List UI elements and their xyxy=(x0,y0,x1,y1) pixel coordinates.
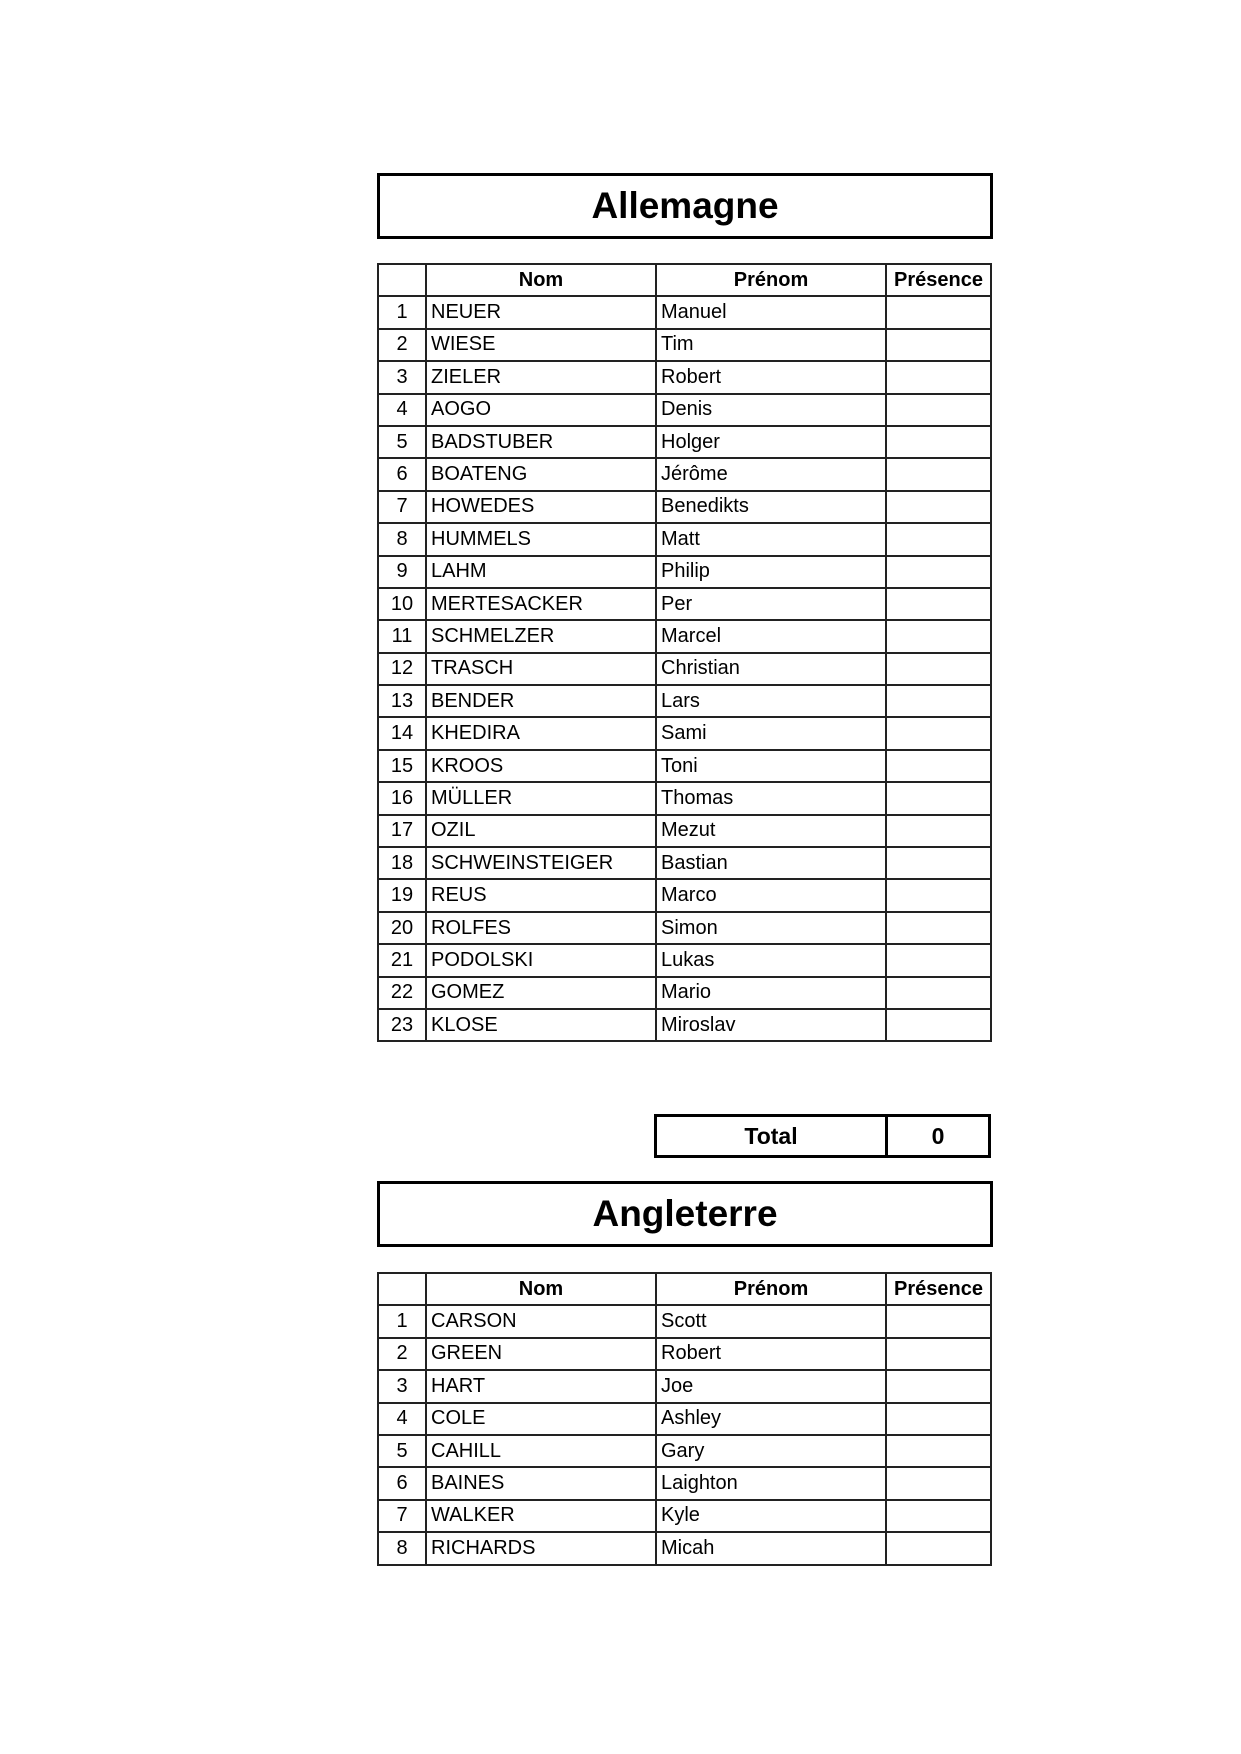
presence-cell[interactable] xyxy=(886,394,991,426)
player-row xyxy=(378,296,991,328)
player-number: 11 xyxy=(378,620,426,652)
player-prenom: Robert xyxy=(656,1338,886,1370)
player-nom: LAHM xyxy=(426,556,656,588)
player-prenom: Lars xyxy=(656,685,886,717)
player-prenom: Scott xyxy=(656,1305,886,1337)
presence-cell[interactable] xyxy=(886,1009,991,1041)
player-number: 6 xyxy=(378,458,426,490)
player-number: 9 xyxy=(378,556,426,588)
player-row xyxy=(378,912,991,944)
presence-cell[interactable] xyxy=(886,977,991,1009)
presence-cell[interactable] xyxy=(886,1370,991,1402)
player-nom: BENDER xyxy=(426,685,656,717)
player-row xyxy=(378,879,991,911)
header-presence: Présence xyxy=(886,1273,991,1305)
player-row xyxy=(378,426,991,458)
player-number: 14 xyxy=(378,717,426,749)
player-number: 13 xyxy=(378,685,426,717)
presence-cell[interactable] xyxy=(886,1532,991,1564)
header-row xyxy=(378,1273,991,1305)
player-number: 22 xyxy=(378,977,426,1009)
player-row xyxy=(378,620,991,652)
player-nom: GREEN xyxy=(426,1338,656,1370)
player-nom: TRASCH xyxy=(426,653,656,685)
presence-cell[interactable] xyxy=(886,1467,991,1499)
presence-cell[interactable] xyxy=(886,296,991,328)
player-prenom: Jérôme xyxy=(656,458,886,490)
presence-cell[interactable] xyxy=(886,1435,991,1467)
player-prenom: Micah xyxy=(656,1532,886,1564)
presence-cell[interactable] xyxy=(886,1338,991,1370)
player-number: 2 xyxy=(378,329,426,361)
presence-cell[interactable] xyxy=(886,556,991,588)
header-prenom: Prénom xyxy=(656,264,886,296)
player-number: 19 xyxy=(378,879,426,911)
player-prenom: Matt xyxy=(656,523,886,555)
player-prenom: Miroslav xyxy=(656,1009,886,1041)
team-title-allemagne: Allemagne xyxy=(377,173,993,239)
header-row xyxy=(378,264,991,296)
player-nom: MERTESACKER xyxy=(426,588,656,620)
player-nom: WIESE xyxy=(426,329,656,361)
presence-cell[interactable] xyxy=(886,458,991,490)
header-presence: Présence xyxy=(886,264,991,296)
player-row xyxy=(378,847,991,879)
presence-cell[interactable] xyxy=(886,815,991,847)
player-nom: RICHARDS xyxy=(426,1532,656,1564)
player-row xyxy=(378,1467,991,1499)
presence-cell[interactable] xyxy=(886,653,991,685)
presence-cell[interactable] xyxy=(886,879,991,911)
presence-cell[interactable] xyxy=(886,750,991,782)
total-label: Total xyxy=(657,1117,888,1155)
player-prenom: Thomas xyxy=(656,782,886,814)
player-nom: OZIL xyxy=(426,815,656,847)
player-prenom: Manuel xyxy=(656,296,886,328)
presence-cell[interactable] xyxy=(886,1305,991,1337)
player-nom: KROOS xyxy=(426,750,656,782)
player-nom: ROLFES xyxy=(426,912,656,944)
player-nom: SCHWEINSTEIGER xyxy=(426,847,656,879)
player-number: 7 xyxy=(378,491,426,523)
player-number: 5 xyxy=(378,426,426,458)
header-num xyxy=(378,1273,426,1305)
player-nom: BAINES xyxy=(426,1467,656,1499)
player-prenom: Kyle xyxy=(656,1500,886,1532)
player-prenom: Per xyxy=(656,588,886,620)
presence-cell[interactable] xyxy=(886,944,991,976)
player-nom: GOMEZ xyxy=(426,977,656,1009)
player-number: 10 xyxy=(378,588,426,620)
player-number: 16 xyxy=(378,782,426,814)
player-row xyxy=(378,944,991,976)
total-value: 0 xyxy=(931,1122,945,1149)
player-nom: ZIELER xyxy=(426,361,656,393)
player-row xyxy=(378,1500,991,1532)
player-nom: KHEDIRA xyxy=(426,717,656,749)
player-row xyxy=(378,556,991,588)
presence-cell[interactable] xyxy=(886,1500,991,1532)
header-nom: Nom xyxy=(426,1273,656,1305)
presence-cell[interactable] xyxy=(886,361,991,393)
player-prenom: Sami xyxy=(656,717,886,749)
roster-table-allemagne xyxy=(377,263,992,1042)
player-number: 15 xyxy=(378,750,426,782)
player-number: 1 xyxy=(378,296,426,328)
player-row xyxy=(378,458,991,490)
player-number: 4 xyxy=(378,1403,426,1435)
player-nom: BOATENG xyxy=(426,458,656,490)
player-row xyxy=(378,1370,991,1402)
player-number: 3 xyxy=(378,361,426,393)
presence-cell[interactable] xyxy=(886,782,991,814)
presence-cell[interactable] xyxy=(886,912,991,944)
player-number: 6 xyxy=(378,1467,426,1499)
player-number: 3 xyxy=(378,1370,426,1402)
player-row xyxy=(378,329,991,361)
player-prenom: Denis xyxy=(656,394,886,426)
player-row xyxy=(378,1403,991,1435)
player-row xyxy=(378,815,991,847)
player-prenom: Marco xyxy=(656,879,886,911)
player-row xyxy=(378,782,991,814)
player-nom: AOGO xyxy=(426,394,656,426)
player-nom: HART xyxy=(426,1370,656,1402)
player-row xyxy=(378,1435,991,1467)
player-row xyxy=(378,394,991,426)
presence-cell[interactable] xyxy=(886,329,991,361)
header-prenom: Prénom xyxy=(656,1273,886,1305)
player-nom: WALKER xyxy=(426,1500,656,1532)
player-nom: COLE xyxy=(426,1403,656,1435)
player-nom: MÜLLER xyxy=(426,782,656,814)
player-number: 4 xyxy=(378,394,426,426)
team-title-angleterre: Angleterre xyxy=(377,1181,993,1247)
player-nom: CARSON xyxy=(426,1305,656,1337)
player-nom: HOWEDES xyxy=(426,491,656,523)
player-prenom: Robert xyxy=(656,361,886,393)
presence-cell[interactable] xyxy=(886,685,991,717)
player-nom: BADSTUBER xyxy=(426,426,656,458)
player-nom: CAHILL xyxy=(426,1435,656,1467)
player-nom: KLOSE xyxy=(426,1009,656,1041)
player-row xyxy=(378,750,991,782)
presence-cell[interactable] xyxy=(886,1403,991,1435)
player-number: 23 xyxy=(378,1009,426,1041)
player-row xyxy=(378,523,991,555)
player-number: 7 xyxy=(378,1500,426,1532)
player-number: 2 xyxy=(378,1338,426,1370)
player-prenom: Philip xyxy=(656,556,886,588)
header-nom: Nom xyxy=(426,264,656,296)
player-nom: SCHMELZER xyxy=(426,620,656,652)
player-prenom: Joe xyxy=(656,1370,886,1402)
total-box-allemagne xyxy=(654,1114,991,1158)
player-prenom: Marcel xyxy=(656,620,886,652)
presence-cell[interactable] xyxy=(886,620,991,652)
player-row xyxy=(378,1338,991,1370)
player-prenom: Lukas xyxy=(656,944,886,976)
player-prenom: Laighton xyxy=(656,1467,886,1499)
player-row xyxy=(378,588,991,620)
player-number: 21 xyxy=(378,944,426,976)
player-prenom: Benedikts xyxy=(656,491,886,523)
player-row xyxy=(378,1009,991,1041)
player-number: 12 xyxy=(378,653,426,685)
player-number: 18 xyxy=(378,847,426,879)
player-number: 8 xyxy=(378,523,426,555)
presence-cell[interactable] xyxy=(886,717,991,749)
player-row xyxy=(378,1532,991,1564)
player-row xyxy=(378,1305,991,1337)
player-prenom: Gary xyxy=(656,1435,886,1467)
player-prenom: Holger xyxy=(656,426,886,458)
player-prenom: Toni xyxy=(656,750,886,782)
roster-table-angleterre xyxy=(377,1272,992,1566)
player-prenom: Christian xyxy=(656,653,886,685)
presence-cell[interactable] xyxy=(886,491,991,523)
player-number: 20 xyxy=(378,912,426,944)
player-prenom: Tim xyxy=(656,329,886,361)
player-number: 5 xyxy=(378,1435,426,1467)
player-nom: NEUER xyxy=(426,296,656,328)
presence-cell[interactable] xyxy=(886,426,991,458)
player-number: 17 xyxy=(378,815,426,847)
player-row xyxy=(378,361,991,393)
player-row xyxy=(378,491,991,523)
player-prenom: Bastian xyxy=(656,847,886,879)
player-row xyxy=(378,653,991,685)
player-row xyxy=(378,977,991,1009)
player-number: 8 xyxy=(378,1532,426,1564)
player-prenom: Mezut xyxy=(656,815,886,847)
player-prenom: Simon xyxy=(656,912,886,944)
player-nom: PODOLSKI xyxy=(426,944,656,976)
player-row xyxy=(378,717,991,749)
player-number: 1 xyxy=(378,1305,426,1337)
presence-cell[interactable] xyxy=(886,523,991,555)
player-prenom: Mario xyxy=(656,977,886,1009)
player-nom: HUMMELS xyxy=(426,523,656,555)
presence-cell[interactable] xyxy=(886,847,991,879)
player-prenom: Ashley xyxy=(656,1403,886,1435)
header-num xyxy=(378,264,426,296)
player-nom: REUS xyxy=(426,879,656,911)
player-row xyxy=(378,685,991,717)
presence-cell[interactable] xyxy=(886,588,991,620)
